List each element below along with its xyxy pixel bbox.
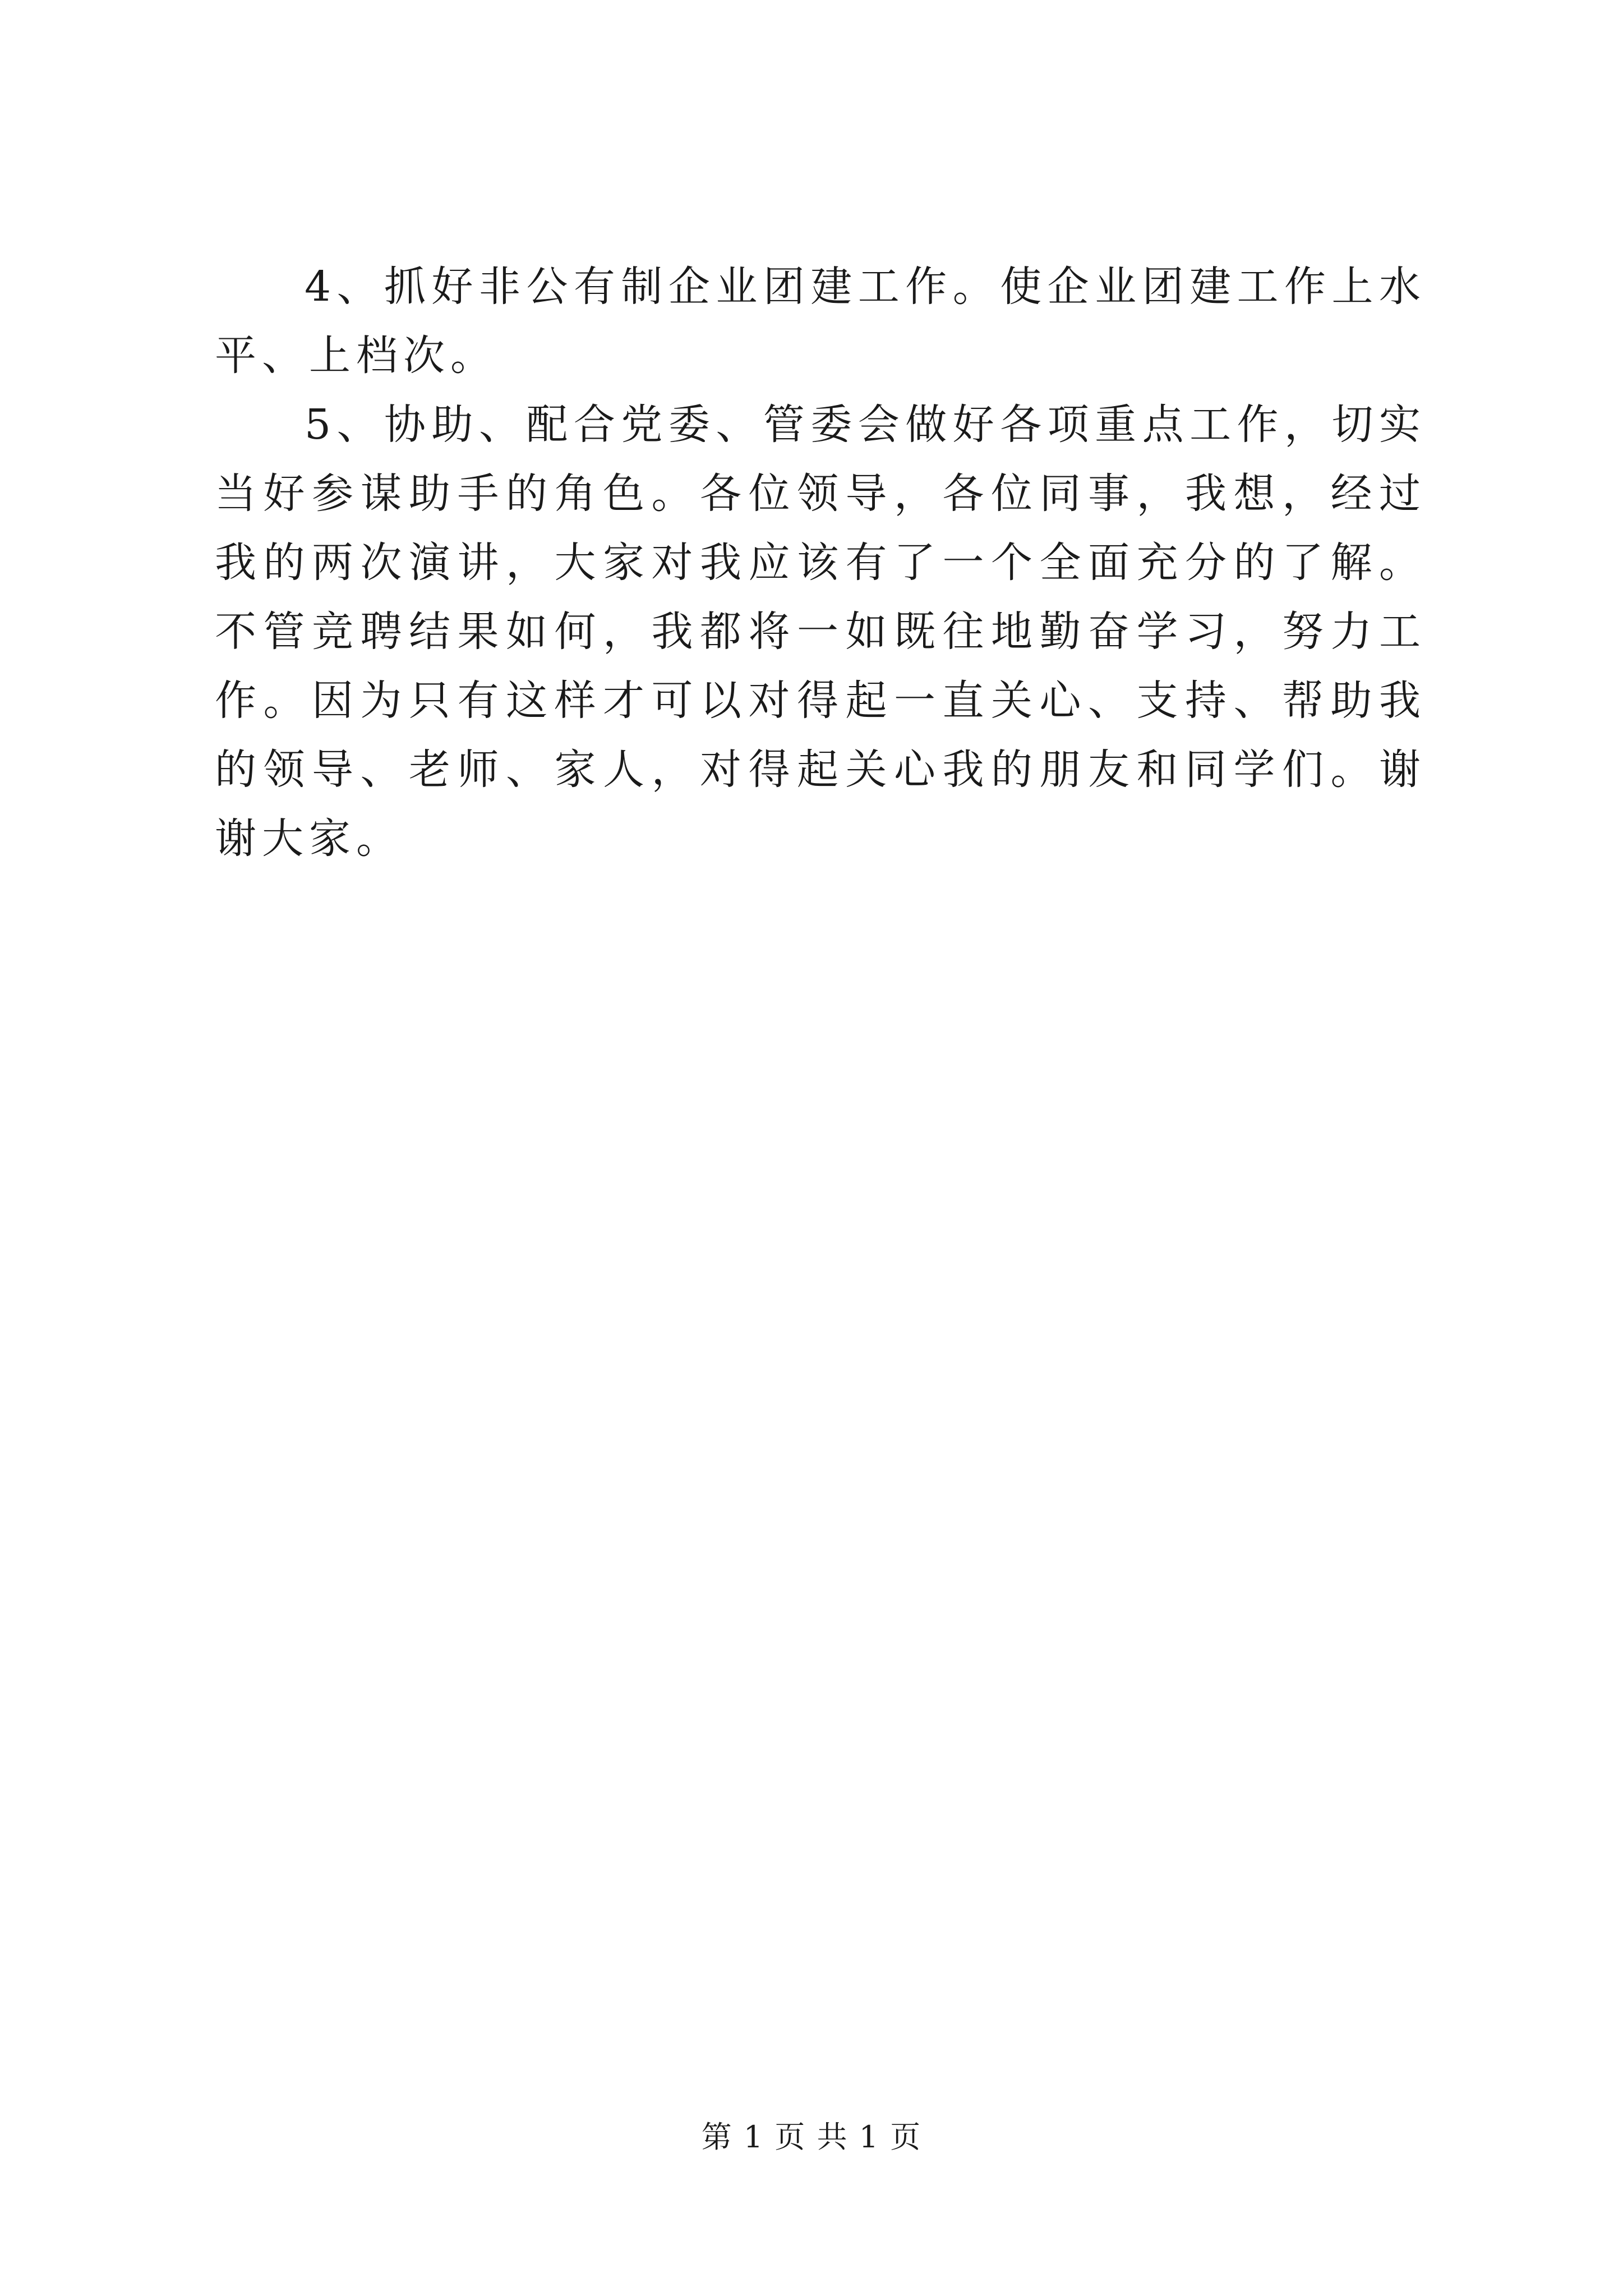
page-number-footer: 第 1 页 共 1 页 (701, 2119, 922, 2155)
document-body (215, 252, 1426, 873)
paragraph-item-4: 4、抓好非公有制企业团建工作。使企业团建工作上水平、上档次。 (215, 263, 1426, 380)
paragraph-item-5-closing: 5、协助、配合党委、管委会做好各项重点工作，切实当好参谋助手的角色。各位领导，各位同事，我想，经过我的两次演讲，大家对我应该有了一个全面充分的了解。不管竞聘结果如何，我都将一如既往地勤奋学习，努力工作。因为只有这样才可以对得起一直关心、支持、帮助我的领导、老师、家人，对得起关心我的朋友和同学们。谢谢大家。 (215, 401, 1426, 863)
